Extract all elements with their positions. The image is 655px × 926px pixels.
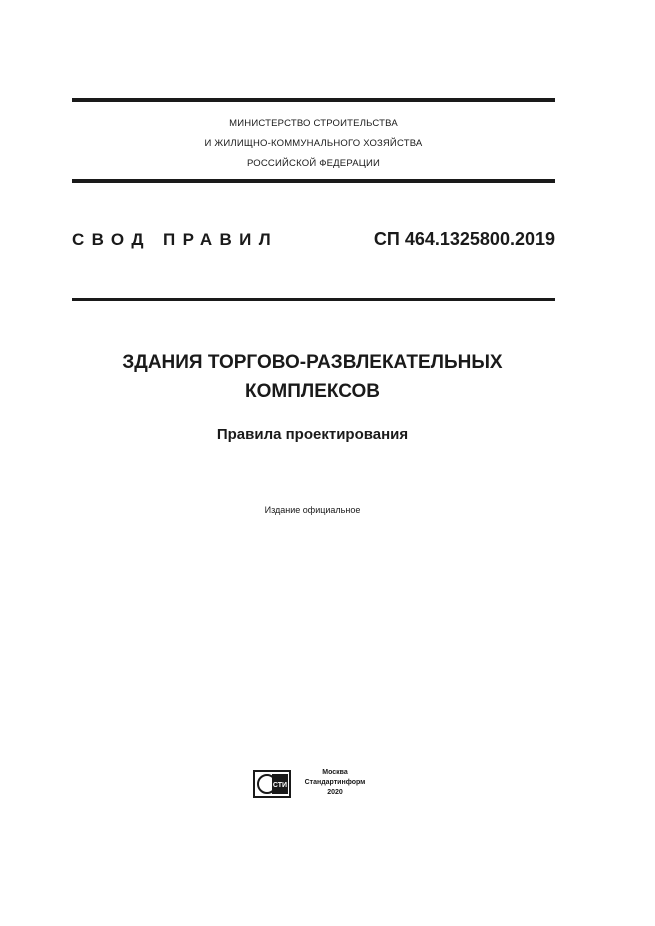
ministry-line-3: РОССИЙСКОЙ ФЕДЕРАЦИИ — [246, 158, 381, 169]
ministry-line-1: МИНИСТЕРСТВО СТРОИТЕЛЬСТВА — [229, 118, 398, 129]
publisher-city: Москва — [322, 769, 348, 776]
ministry-block — [72, 114, 555, 174]
publisher-imprint — [296, 768, 374, 798]
standartinform-logo-icon — [253, 770, 291, 798]
series-label: СВОД ПРАВИЛ — [72, 230, 279, 249]
publisher-year: 2020 — [327, 789, 343, 796]
lower-rule — [72, 298, 555, 301]
ministry-line-2: И ЖИЛИЩНО-КОММУНАЛЬНОГО ХОЗЯЙСТВА — [204, 138, 423, 149]
document-title — [60, 348, 565, 406]
publisher-name: Стандартинформ — [304, 779, 366, 786]
document-code: СП 464.1325800.2019 — [373, 229, 555, 249]
edition-note: Издание официальное — [264, 505, 361, 515]
title-line-1: ЗДАНИЯ ТОРГОВО-РАЗВЛЕКАТЕЛЬНЫХ — [122, 352, 503, 373]
logo-text: СТИ — [272, 782, 288, 789]
middle-rule — [72, 179, 555, 183]
document-subtitle: Правила проектирования — [216, 426, 409, 443]
top-rule — [72, 98, 555, 102]
title-line-2: КОМПЛЕКСОВ — [245, 381, 380, 402]
